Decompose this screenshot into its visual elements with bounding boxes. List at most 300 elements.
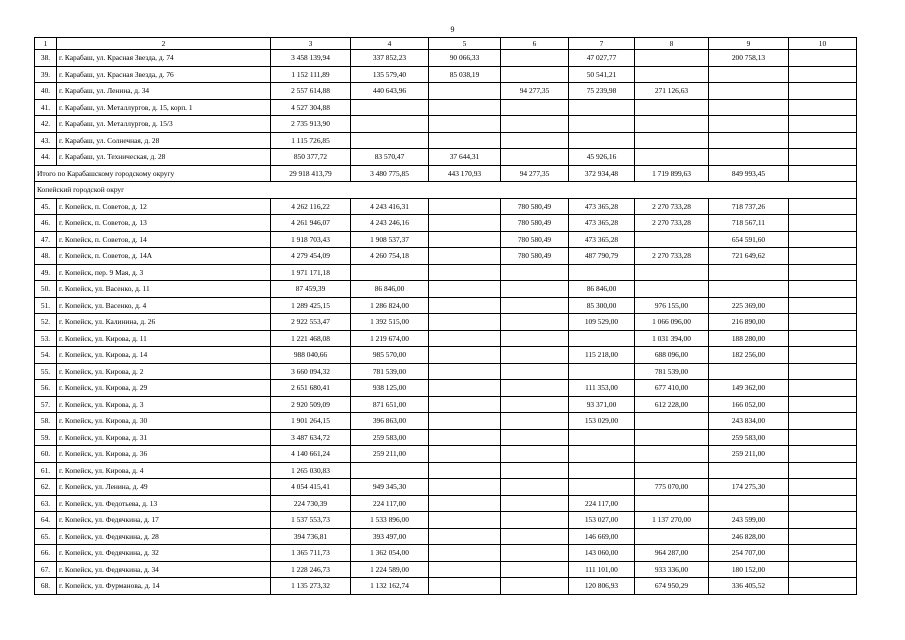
table-cell: 781 539,00 [635, 363, 709, 380]
column-header: 5 [429, 38, 501, 50]
table-cell [789, 198, 857, 215]
table-cell [569, 330, 635, 347]
table-cell: 259 583,00 [351, 429, 429, 446]
table-cell: 120 806,93 [569, 578, 635, 595]
table-cell [635, 231, 709, 248]
column-header: 8 [635, 38, 709, 50]
table-cell [501, 429, 569, 446]
row-number: 39. [35, 66, 57, 83]
table-cell: 2 270 733,28 [635, 248, 709, 265]
table-cell: 109 529,00 [569, 314, 635, 331]
table-cell: 243 834,00 [709, 413, 789, 430]
table-cell: 1 719 899,63 [635, 165, 709, 182]
table-cell [789, 231, 857, 248]
table-cell: 473 365,28 [569, 198, 635, 215]
table-cell [569, 264, 635, 281]
table-cell: 146 669,00 [569, 528, 635, 545]
row-number: 60. [35, 446, 57, 463]
address-cell: г. Карабаш, ул. Металлургов, д. 15/3 [57, 116, 271, 133]
table-cell [569, 99, 635, 116]
table-cell: 271 126,63 [635, 83, 709, 100]
table-cell [501, 380, 569, 397]
table-cell [569, 132, 635, 149]
address-cell: г. Карабаш, ул. Красная Звезда, д. 74 [57, 50, 271, 67]
table-row [35, 561, 857, 578]
table-cell: 1 901 264,15 [271, 413, 351, 430]
address-cell: г. Копейск, ул. Ленина, д. 49 [57, 479, 271, 496]
table-cell: 1 152 111,89 [271, 66, 351, 83]
table-cell [709, 83, 789, 100]
column-header: 9 [709, 38, 789, 50]
table-cell [429, 429, 501, 446]
table-cell [429, 446, 501, 463]
table-cell: 1 908 537,37 [351, 231, 429, 248]
row-number: 44. [35, 149, 57, 166]
table-cell: 259 583,00 [709, 429, 789, 446]
table-cell: 1 066 096,00 [635, 314, 709, 331]
table-cell [709, 462, 789, 479]
table-cell: 487 790,79 [569, 248, 635, 265]
table-cell: 780 580,49 [501, 215, 569, 232]
address-cell: г. Копейск, ул. Кирова, д. 14 [57, 347, 271, 364]
table-cell: 976 155,00 [635, 297, 709, 314]
table-cell: 143 060,00 [569, 545, 635, 562]
table-cell [789, 116, 857, 133]
row-number: 59. [35, 429, 57, 446]
address-cell: г. Карабаш, ул. Солнечная, д. 28 [57, 132, 271, 149]
table-cell [635, 413, 709, 430]
table-cell [789, 429, 857, 446]
table-cell: 153 027,00 [569, 512, 635, 529]
table-cell [635, 446, 709, 463]
table-cell: 29 918 413,79 [271, 165, 351, 182]
table-cell [429, 413, 501, 430]
row-number: 64. [35, 512, 57, 529]
table-cell: 94 277,35 [501, 165, 569, 182]
row-number: 62. [35, 479, 57, 496]
table-cell: 781 539,00 [351, 363, 429, 380]
table-cell [429, 380, 501, 397]
table-row [35, 66, 857, 83]
table-cell [429, 198, 501, 215]
row-number: 38. [35, 50, 57, 67]
table-row [35, 215, 857, 232]
table-cell: 443 170,93 [429, 165, 501, 182]
table-cell: 180 152,00 [709, 561, 789, 578]
table-cell [501, 561, 569, 578]
table-cell: 1 115 726,85 [271, 132, 351, 149]
address-cell: г. Копейск, ул. Кирова, д. 30 [57, 413, 271, 430]
table-cell: 473 365,28 [569, 215, 635, 232]
address-cell: г. Копейск, ул. Федотьева, д. 13 [57, 495, 271, 512]
table-row [35, 578, 857, 595]
table-cell: 1 286 824,00 [351, 297, 429, 314]
table-cell [789, 363, 857, 380]
table-cell [501, 330, 569, 347]
row-number: 45. [35, 198, 57, 215]
table-row [35, 479, 857, 496]
table-cell [635, 149, 709, 166]
table-cell: 85 038,19 [429, 66, 501, 83]
table-cell [635, 264, 709, 281]
table-cell: 775 070,00 [635, 479, 709, 496]
table-row [35, 281, 857, 298]
table-cell [789, 413, 857, 430]
table-cell: 674 950,29 [635, 578, 709, 595]
table-cell [429, 83, 501, 100]
table-cell: 3 480 775,85 [351, 165, 429, 182]
table-cell: 336 405,52 [709, 578, 789, 595]
table-row [35, 132, 857, 149]
row-number: 49. [35, 264, 57, 281]
table-cell: 3 660 094,32 [271, 363, 351, 380]
table-cell [789, 132, 857, 149]
table-cell: 1 221 468,08 [271, 330, 351, 347]
table-cell [501, 99, 569, 116]
table-cell [635, 495, 709, 512]
address-cell: г. Копейск, ул. Кирова, д. 31 [57, 429, 271, 446]
table-cell: 1 137 270,00 [635, 512, 709, 529]
table-cell: 3 458 139,94 [271, 50, 351, 67]
table-cell [709, 116, 789, 133]
address-cell: г. Копейск, ул. Васенко, д. 4 [57, 297, 271, 314]
table-cell: 2 651 680,41 [271, 380, 351, 397]
table-cell: 721 649,62 [709, 248, 789, 265]
table-cell: 4 527 304,88 [271, 99, 351, 116]
address-cell: г. Копейск, ул. Федячкина, д. 28 [57, 528, 271, 545]
address-cell: г. Копейск, ул. Васенко, д. 11 [57, 281, 271, 298]
table-cell [501, 578, 569, 595]
table-cell [635, 281, 709, 298]
table-cell [709, 132, 789, 149]
table-cell [501, 264, 569, 281]
table-row [35, 380, 857, 397]
row-number: 58. [35, 413, 57, 430]
table-row [35, 462, 857, 479]
table-cell: 85 300,00 [569, 297, 635, 314]
table-cell: 45 926,16 [569, 149, 635, 166]
table-cell: 372 934,48 [569, 165, 635, 182]
table-cell: 188 280,00 [709, 330, 789, 347]
table-cell: 4 140 661,24 [271, 446, 351, 463]
address-cell: г. Копейск, п. Советов, д. 13 [57, 215, 271, 232]
address-cell: г. Копейск, ул. Федячкина, д. 17 [57, 512, 271, 529]
table-cell [635, 66, 709, 83]
table-row [35, 413, 857, 430]
table-cell [429, 479, 501, 496]
column-header: 10 [789, 38, 857, 50]
table-cell [569, 462, 635, 479]
table-cell [501, 495, 569, 512]
row-number: 51. [35, 297, 57, 314]
table-row [35, 50, 857, 67]
table-cell: 2 557 614,88 [271, 83, 351, 100]
address-cell: г. Копейск, ул. Калинина, д. 26 [57, 314, 271, 331]
table-cell [789, 314, 857, 331]
table-cell: 246 828,00 [709, 528, 789, 545]
table-cell [789, 149, 857, 166]
table-cell: 933 336,00 [635, 561, 709, 578]
column-header: 1 [35, 38, 57, 50]
table-cell: 1 537 553,73 [271, 512, 351, 529]
table-cell: 216 890,00 [709, 314, 789, 331]
table-cell: 75 239,98 [569, 83, 635, 100]
table-cell [501, 479, 569, 496]
table-row [35, 528, 857, 545]
table-cell: 2 735 913,90 [271, 116, 351, 133]
table-cell [351, 132, 429, 149]
table-cell [429, 314, 501, 331]
table-cell [351, 264, 429, 281]
table-cell: 718 567,11 [709, 215, 789, 232]
table-cell [351, 99, 429, 116]
table-cell [569, 363, 635, 380]
table-cell: 90 066,33 [429, 50, 501, 67]
table-cell [789, 479, 857, 496]
table-cell [501, 116, 569, 133]
table-row [35, 330, 857, 347]
row-number: 41. [35, 99, 57, 116]
table-cell: 1 224 589,00 [351, 561, 429, 578]
table-cell [789, 83, 857, 100]
table-cell: 93 371,00 [569, 396, 635, 413]
table-cell [789, 578, 857, 595]
table-cell: 850 377,72 [271, 149, 351, 166]
table-cell: 174 275,30 [709, 479, 789, 496]
column-header: 3 [271, 38, 351, 50]
table-cell [709, 264, 789, 281]
table-cell [429, 132, 501, 149]
table-cell [501, 149, 569, 166]
table-cell: 4 279 454,09 [271, 248, 351, 265]
table-cell [501, 528, 569, 545]
table-cell: 1 132 162,74 [351, 578, 429, 595]
table-cell: 4 262 116,22 [271, 198, 351, 215]
table-cell: 4 243 416,31 [351, 198, 429, 215]
table-cell: 2 922 553,47 [271, 314, 351, 331]
table-row [35, 116, 857, 133]
table-cell [429, 248, 501, 265]
table-cell: 47 027,77 [569, 50, 635, 67]
table-cell: 1 918 703,43 [271, 231, 351, 248]
table-cell [635, 132, 709, 149]
table-cell: 2 270 733,28 [635, 198, 709, 215]
row-number: 68. [35, 578, 57, 595]
table-cell: 1 971 171,18 [271, 264, 351, 281]
table-cell [789, 165, 857, 182]
table-cell: 182 256,00 [709, 347, 789, 364]
address-cell: г. Копейск, п. Советов, д. 12 [57, 198, 271, 215]
table-cell [635, 99, 709, 116]
row-number: 43. [35, 132, 57, 149]
table-cell: 4 054 415,41 [271, 479, 351, 496]
table-cell: 224 730,39 [271, 495, 351, 512]
table-cell [429, 512, 501, 529]
table-cell: 393 497,00 [351, 528, 429, 545]
page-number: 9 [450, 25, 455, 34]
table-cell [501, 66, 569, 83]
table-cell: 964 287,00 [635, 545, 709, 562]
table-cell [501, 545, 569, 562]
table-cell [709, 99, 789, 116]
table-cell [789, 264, 857, 281]
table-cell: 115 218,00 [569, 347, 635, 364]
table-cell [351, 116, 429, 133]
table-cell [789, 50, 857, 67]
table-cell [635, 528, 709, 545]
address-cell: г. Копейск, ул. Кирова, д. 11 [57, 330, 271, 347]
table-cell [789, 380, 857, 397]
table-cell [789, 248, 857, 265]
table-row [35, 314, 857, 331]
table-cell: 988 040,66 [271, 347, 351, 364]
table-cell [501, 413, 569, 430]
column-header: 4 [351, 38, 429, 50]
table-cell [709, 281, 789, 298]
section-label: Копейский городской округ [35, 182, 857, 199]
section-row [35, 182, 857, 199]
address-cell: г. Карабаш, ул. Ленина, д. 34 [57, 83, 271, 100]
table-cell: 225 369,00 [709, 297, 789, 314]
table-row [35, 99, 857, 116]
column-header: 6 [501, 38, 569, 50]
table-cell [569, 446, 635, 463]
table-cell [429, 462, 501, 479]
table-row [35, 512, 857, 529]
table-cell [789, 561, 857, 578]
table-cell: 1 362 054,00 [351, 545, 429, 562]
row-number: 65. [35, 528, 57, 545]
table-cell [635, 116, 709, 133]
table-cell: 1 392 515,00 [351, 314, 429, 331]
address-cell: г. Копейск, ул. Федячкина, д. 32 [57, 545, 271, 562]
total-row [35, 165, 857, 182]
table-cell [429, 231, 501, 248]
table-cell: 677 410,00 [635, 380, 709, 397]
table-cell: 259 211,00 [709, 446, 789, 463]
table-cell: 2 920 509,09 [271, 396, 351, 413]
table-cell [501, 462, 569, 479]
table-cell [789, 528, 857, 545]
table-cell [789, 545, 857, 562]
table-cell: 396 863,00 [351, 413, 429, 430]
total-label: Итого по Карабашскому городскому округу [35, 165, 271, 182]
table-cell [429, 528, 501, 545]
table-cell [429, 99, 501, 116]
table-cell: 149 362,00 [709, 380, 789, 397]
table-cell: 4 261 946,07 [271, 215, 351, 232]
table-cell [501, 50, 569, 67]
table-cell: 849 993,45 [709, 165, 789, 182]
table-cell: 94 277,35 [501, 83, 569, 100]
table-cell [569, 479, 635, 496]
table-cell [569, 429, 635, 446]
address-cell: г. Карабаш, ул. Техническая, д. 28 [57, 149, 271, 166]
table-row [35, 363, 857, 380]
table-cell [429, 495, 501, 512]
table-cell [429, 297, 501, 314]
table-cell [709, 495, 789, 512]
address-cell: г. Копейск, ул. Кирова, д. 29 [57, 380, 271, 397]
table-cell [429, 347, 501, 364]
table-cell: 87 459,39 [271, 281, 351, 298]
address-cell: г. Копейск, п. Советов, д. 14А [57, 248, 271, 265]
table-cell [429, 545, 501, 562]
row-number: 57. [35, 396, 57, 413]
table-row [35, 83, 857, 100]
row-number: 55. [35, 363, 57, 380]
table-cell: 111 353,00 [569, 380, 635, 397]
table-cell: 1 135 273,32 [271, 578, 351, 595]
table-cell [501, 314, 569, 331]
row-number: 56. [35, 380, 57, 397]
address-cell: г. Копейск, ул. Кирова, д. 3 [57, 396, 271, 413]
table-cell [429, 330, 501, 347]
row-number: 47. [35, 231, 57, 248]
column-header: 7 [569, 38, 635, 50]
row-number: 48. [35, 248, 57, 265]
table-cell: 780 580,49 [501, 231, 569, 248]
row-number: 53. [35, 330, 57, 347]
table-row [35, 248, 857, 265]
table-cell [429, 363, 501, 380]
table-cell: 37 644,31 [429, 149, 501, 166]
address-cell: г. Карабаш, ул. Металлургов, д. 15, корп. 1 [57, 99, 271, 116]
table-row [35, 495, 857, 512]
data-table [34, 37, 857, 595]
table-cell [789, 330, 857, 347]
table-cell: 1 031 394,00 [635, 330, 709, 347]
table-cell: 1 219 674,00 [351, 330, 429, 347]
table-cell [429, 116, 501, 133]
table-cell [789, 495, 857, 512]
table-cell: 259 211,00 [351, 446, 429, 463]
address-cell: г. Копейск, ул. Кирова, д. 2 [57, 363, 271, 380]
table-cell: 654 591,60 [709, 231, 789, 248]
row-number: 40. [35, 83, 57, 100]
table-cell: 200 758,13 [709, 50, 789, 67]
table-cell [789, 66, 857, 83]
table-cell: 949 345,30 [351, 479, 429, 496]
table-cell: 1 228 246,73 [271, 561, 351, 578]
address-cell: г. Копейск, ул. Фурманова, д. 14 [57, 578, 271, 595]
table-row [35, 231, 857, 248]
table-cell [635, 50, 709, 67]
table-cell [501, 132, 569, 149]
table-cell [789, 347, 857, 364]
table-row [35, 347, 857, 364]
table-cell [351, 462, 429, 479]
table-cell [429, 396, 501, 413]
row-number: 63. [35, 495, 57, 512]
address-cell: г. Карабаш, ул. Красная Звезда, д. 76 [57, 66, 271, 83]
table-cell: 3 487 634,72 [271, 429, 351, 446]
table-cell: 254 707,00 [709, 545, 789, 562]
table-cell: 612 228,00 [635, 396, 709, 413]
table-cell [789, 281, 857, 298]
table-cell [501, 363, 569, 380]
address-cell: г. Копейск, пер. 9 Мая, д. 3 [57, 264, 271, 281]
table-cell [789, 446, 857, 463]
row-number: 61. [35, 462, 57, 479]
table-cell [635, 462, 709, 479]
table-cell [789, 396, 857, 413]
table-cell [429, 264, 501, 281]
table-cell: 1 365 711,73 [271, 545, 351, 562]
table-cell: 4 243 246,16 [351, 215, 429, 232]
table-cell: 1 533 896,00 [351, 512, 429, 529]
table-cell: 688 096,00 [635, 347, 709, 364]
